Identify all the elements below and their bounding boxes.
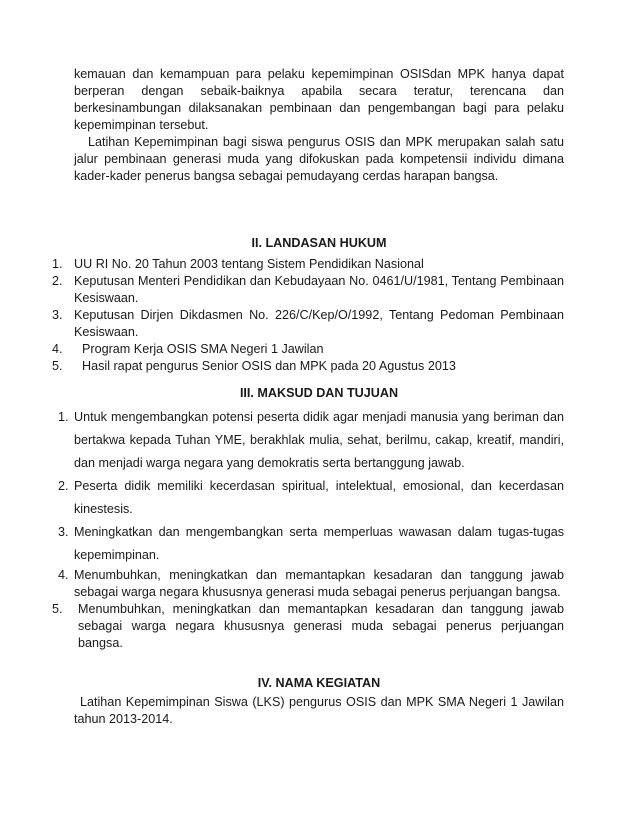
list-number: 3. <box>58 525 69 539</box>
list-text: Keputusan Dirjen Dikdasmen No. 226/C/Kep/O/1992, Tentang Pedoman Pembinaan Kesiswaan. <box>74 308 564 339</box>
list-number: 4. <box>58 568 69 582</box>
list-item <box>52 601 564 652</box>
list-text: Menumbuhkan, meningkatkan dan memantapkan kesadaran dan tanggung jawab sebagai warga negara khususnya generasi muda sebagai penerus perjuangan bangsa. <box>74 568 564 599</box>
list-text: Meningkatkan dan mengembangkan serta memperluas wawasan dalam tugas-tugas kepemimpinan. <box>74 525 564 562</box>
list-item <box>58 406 564 475</box>
list-item <box>52 341 564 358</box>
list-item <box>52 307 564 341</box>
list-number: 1. <box>58 410 69 424</box>
list-text: Program Kerja OSIS SMA Negeri 1 Jawilan <box>82 342 324 356</box>
intro-paragraph-2: Latihan Kepemimpinan bagi siswa pengurus OSIS dan MPK merupakan salah satu jalur pembinaan generasi muda yang difokuskan pada kompetensii individu dimana kader-kader penerus bangsa sebagai pemudayang cerdas harapan bangsa. <box>74 135 564 183</box>
list-item <box>52 273 564 307</box>
list-text: Hasil rapat pengurus Senior OSIS dan MPK pada 20 Agustus 2013 <box>82 359 456 373</box>
list-number: 4. <box>52 342 63 356</box>
list-number: 3. <box>52 308 63 322</box>
list-number: 1. <box>52 257 63 271</box>
section-heading-maksud-tujuan: III. MAKSUD DAN TUJUAN <box>239 386 399 400</box>
landasan-hukum-list <box>52 256 564 375</box>
list-number: 5. <box>52 359 63 373</box>
list-text: Menumbuhkan, meningkatkan dan memantapkan kesadaran dan tanggung jawab sebagai warga negara khususnya generasi muda sebagai penerus perjuangan bangsa. <box>78 602 564 650</box>
list-number: 5. <box>52 602 63 616</box>
list-text: Keputusan Menteri Pendidikan dan Kebudayaan No. 0461/U/1981, Tentang Pembinaan Kesiswaan. <box>74 274 564 305</box>
list-item <box>52 358 564 375</box>
list-text: Untuk mengembangkan potensi peserta didik agar menjadi manusia yang beriman dan bertakwa kepada Tuhan YME, berakhlak mulia, sehat, berilmu, cakap, kreatif, mandiri, dan menjadi warga negara yang demokratis serta bertanggung jawab. <box>74 410 564 470</box>
list-item <box>58 521 564 567</box>
maksud-tujuan-list <box>52 406 564 652</box>
list-number: 2. <box>52 274 63 288</box>
list-number: 2. <box>58 479 69 493</box>
list-item <box>58 567 564 601</box>
list-text: Peserta didik memiliki kecerdasan spiritual, intelektual, emosional, dan kecerdasan kinestesis. <box>74 479 564 516</box>
section-heading-landasan-hukum: II. LANDASAN HUKUM <box>251 236 387 250</box>
list-item <box>58 475 564 521</box>
intro-paragraph: kemauan dan kemampuan para pelaku kepemimpinan OSISdan MPK hanya dapat berperan dengan sebaik-baiknya apabila secara teratur, terencana dan berkesinambungan dilaksanakan pembinaan dan pengembangan bagi para pelaku kepemimpinan tersebut. <box>74 67 564 132</box>
nama-kegiatan-text: Latihan Kepemimpinan Siswa (LKS) pengurus OSIS dan MPK SMA Negeri 1 Jawilan tahun 2013-2014. <box>74 695 564 726</box>
section-heading-nama-kegiatan: IV. NAMA KEGIATAN <box>257 676 381 690</box>
list-text: UU RI No. 20 Tahun 2003 tentang Sistem Pendidikan Nasional <box>74 257 424 271</box>
list-item <box>52 256 564 273</box>
